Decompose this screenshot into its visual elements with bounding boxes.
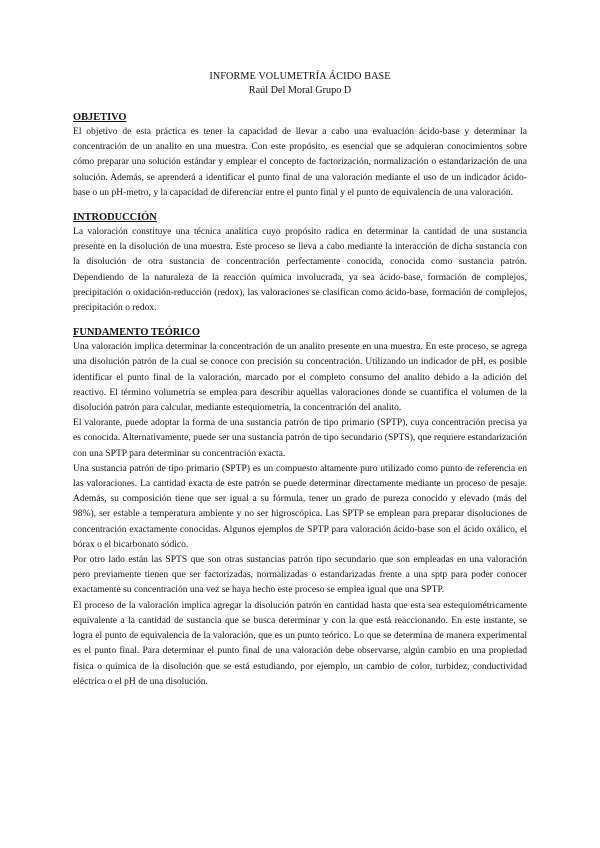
section-fundamento-teorico xyxy=(73,326,527,689)
paragraph: Una valoración implica determinar la concentración de un analito presente en una muestra. En este proceso, se agrega una disolución patrón de la cual se conoce con precisión su concentración. Utilizando un indicador de pH, es posible identificar el punto final de la valoración, marcado por el completo consumo del analito debido a la adición del reactivo. El término volumetría se emplea para describir aquellas valoraciones donde se cuantifica el volumen de la disolución patrón para calcular, mediante estequiometría, la concentración del analito. xyxy=(73,341,527,414)
section-objetivo xyxy=(73,111,527,200)
paragraph: El proceso de la valoración implica agregar la disolución patrón en cantidad hasta que esta sea estequiométricamente equivalente a la cantidad de sustancia que se busca determinar y con la que está reaccionando. En este instante, se logra el punto de equivalencia de la valoración, que es un punto teórico. Lo que se determina de manera experimental es el punto final. Para determinar el punto final de una valoración debe observarse, algún cambio en una propiedad física o química de la disolución que se está estudiando, por ejemplo, un cambio de color, turbidez, conductividad eléctrica o el pH de una disolución. xyxy=(73,599,527,687)
paragraph: La valoración constituye una técnica analítica cuyo propósito radica en determinar la cantidad de una sustancia presente en la disolución de una muestra. Este proceso se lleva a cabo mediante la interacción de dicha sustancia con la disolución de otra sustancia de concentración perfectamente conocida, conocida como sustancia patrón. Dependiendo de la naturaleza de la reacción química involucrada, ya sea ácido-base, formación de complejos, precipitación o oxidación-reducción (redox), las valoraciones se clasifican como ácido-base, formación de complejos, precipitación o redox. xyxy=(73,226,527,314)
paragraph: Por otro lado están las SPTS que son otras sustancias patrón tipo secundario que son empleadas en una valoración pero previamente tienen que ser factorizadas, normalizadas o estandarizadas frente a una sptp para poder conocer exactamente su concentración una vez se haya hecho este proceso se emplea igual que una SPTP. xyxy=(73,554,527,596)
paragraph: El objetivo de esta práctica es tener la capacidad de llevar a cabo una evaluación ácido-base y determinar la concentración de un analito en una muestra. Con este propósito, es esencial que se adquieran conocimientos sobre cómo preparar una solución estándar y emplear el concepto de factorización, normalización o estandarización de una solución. Además, se aprenderá a identificar el punto final de una valoración mediante el uso de un indicador ácido-base o un pH-metro, y la capacidad de diferenciar entre el punto final y el punto de equivalencia de una valoración. xyxy=(73,126,527,198)
section-heading-fundamento-teorico: FUNDAMENTO TEÓRICO xyxy=(73,327,200,339)
paragraph: El valorante, puede adoptar la forma de una sustancia patrón de tipo primario (SPTP), cuya concentración precisa ya es conocida. Alternativamente, puede ser una sustancia patrón de tipo secundario (SPTS), que requiere estandarización con una SPTP para determinar su concentración exacta. xyxy=(73,417,527,459)
document-title: INFORME VOLUMETRÍA ÁCIDO BASE xyxy=(209,71,391,82)
section-heading-introduccion: INTRODUCCIÓN xyxy=(73,212,157,224)
paragraph: Una sustancia patrón de tipo primario (SPTP) es un compuesto altamente puro utilizado como punto de referencia en las valoraciones. La cantidad exacta de este patrón se puede determinar directamente mediante un proceso de pesaje. Además, su composición tiene que ser igual a su fórmula, tener un grado de pureza conocido y elevado (más del 98%), ser estable a temperatura ambiente y no ser higroscópica. Las SPTP se emplean para preparar disoluciones de concentración exactamente conocidas. Algunos ejemplos de SPTP para valoración ácido-base son el ácido oxálico, el bórax o el bicarbonato sódico. xyxy=(73,462,527,550)
section-heading-objetivo: OBJETIVO xyxy=(73,112,127,123)
document-author: Raúl Del Moral Grupo D xyxy=(248,85,352,96)
section-introduccion xyxy=(73,211,527,315)
